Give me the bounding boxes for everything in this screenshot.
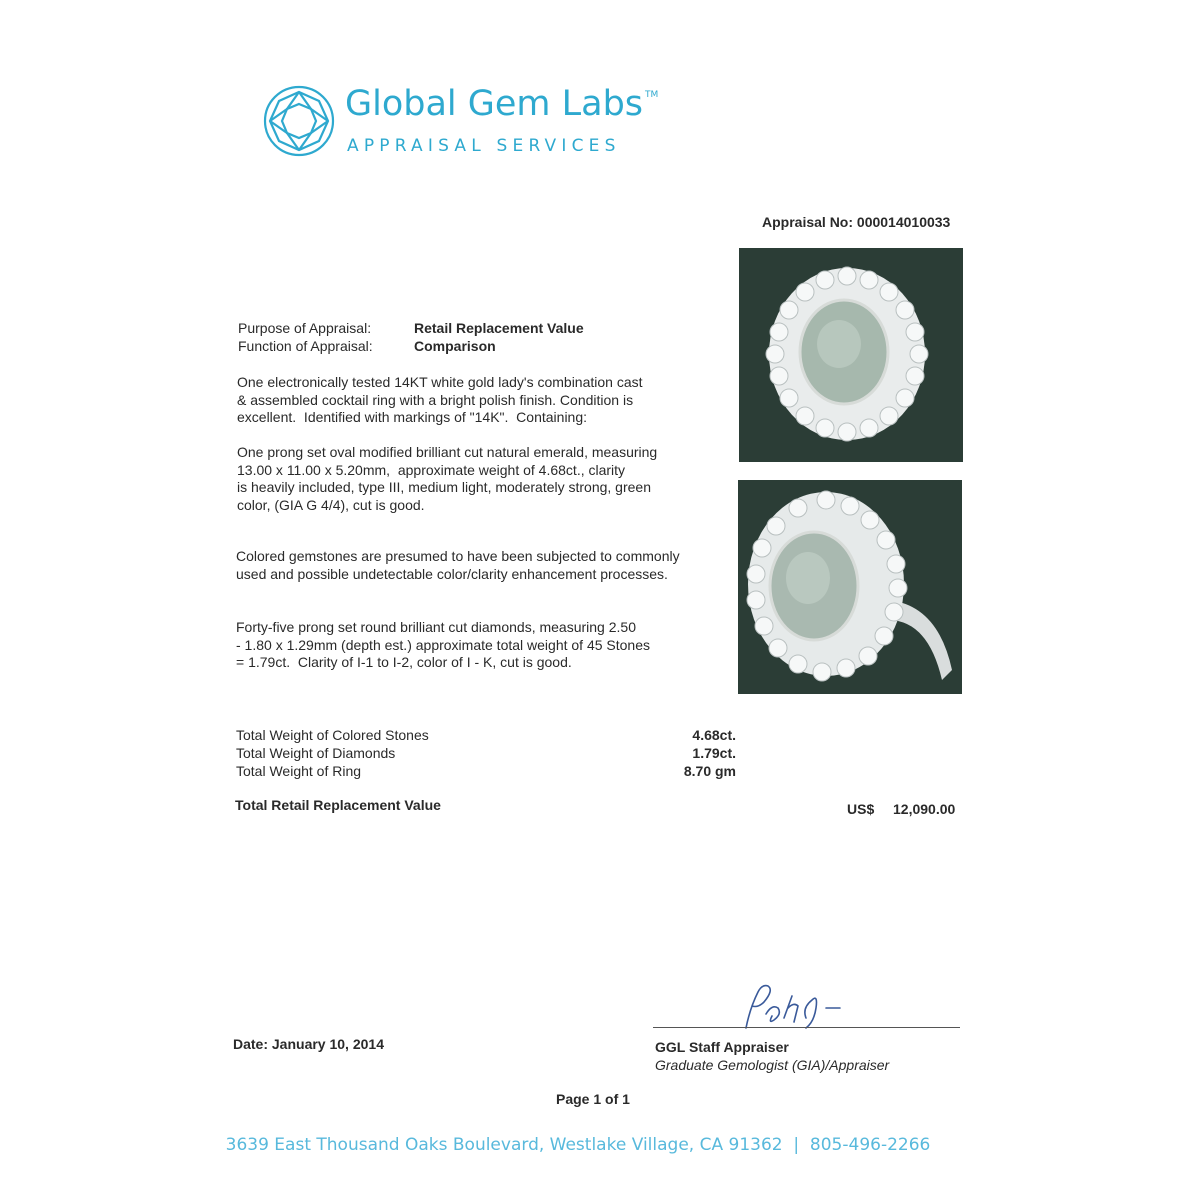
text-line: color, (GIA G 4/4), cut is good. (237, 496, 425, 513)
trademark-mark: TM (645, 90, 659, 100)
appraiser-title: Graduate Gemologist (GIA)/Appraiser (655, 1057, 890, 1073)
function-label: Function of Appraisal: (238, 337, 373, 354)
text-line: is heavily included, type III, medium light, moderately strong, green (237, 479, 651, 495)
grand-total-label: Total Retail Replacement Value (235, 797, 441, 813)
footer-address: 3639 East Thousand Oaks Boulevard, Westlake Village, CA 91362 | 805-496-2266 (225, 1135, 931, 1155)
company-name (345, 84, 658, 124)
enhancement-disclaimer (236, 548, 680, 583)
total-label: Total Weight of Diamonds (236, 745, 396, 761)
function-row (238, 338, 584, 356)
text-line: Colored gemstones are presumed to have been subjected to commonly (236, 548, 680, 564)
total-label: Total Weight of Ring (236, 763, 362, 779)
logo-gem-icon (262, 84, 336, 158)
appraisal-number: Appraisal No: 000014010033 (762, 214, 951, 230)
diamond-description (236, 619, 650, 672)
total-value: 8.70 gm (683, 763, 736, 779)
ring-top-view-image (739, 248, 963, 462)
appraiser-name: GGL Staff Appraiser (655, 1039, 789, 1055)
appraiser-signature (728, 978, 858, 1034)
purpose-row (238, 320, 584, 338)
text-line: One prong set oval modified brilliant cut natural emerald, measuring (237, 444, 658, 460)
grand-total-currency: US$ (847, 801, 875, 817)
text-line: excellent. Identified with markings of "14K". Containing: (237, 409, 588, 425)
text-line: = 1.79ct. Clarity of I-1 to I-2, color of I - K, cut is good. (236, 654, 572, 670)
appraisal-date: Date: January 10, 2014 (233, 1036, 384, 1052)
text-line: Forty-five prong set round brilliant cut diamonds, measuring 2.50 (236, 619, 636, 635)
text-line: - 1.80 x 1.29mm (depth est.) approximate total weight of 45 Stones (236, 636, 650, 653)
grand-total-amount: 12,090.00 (893, 801, 956, 817)
ring-side-view-image (738, 480, 962, 694)
function-value: Comparison (414, 337, 496, 354)
total-row (236, 745, 736, 763)
text-line: & assembled cocktail ring with a bright polish finish. Condition is (237, 391, 634, 408)
signature-line (653, 1027, 960, 1028)
total-row (236, 763, 736, 781)
purpose-section (238, 320, 584, 355)
total-value: 4.68ct. (692, 727, 736, 743)
ring-photo-side (738, 480, 962, 694)
total-row (236, 727, 736, 745)
text-line: 13.00 x 11.00 x 5.20mm, approximate weight of 4.68ct., clarity (237, 461, 626, 478)
text-line: used and possible undetectable color/clarity enhancement processes. (236, 565, 668, 582)
total-value: 1.79ct. (692, 745, 736, 761)
ring-photo-top (739, 248, 963, 462)
total-label: Total Weight of Colored Stones (236, 727, 429, 743)
company-name-text: Global Gem Labs (345, 84, 644, 124)
emerald-description (237, 444, 657, 514)
purpose-value: Retail Replacement Value (414, 320, 584, 336)
purpose-label: Purpose of Appraisal: (238, 320, 372, 336)
text-line: One electronically tested 14KT white gold lady's combination cast (237, 374, 643, 390)
page-number: Page 1 of 1 (556, 1091, 630, 1107)
company-tagline: APPRAISAL SERVICES (347, 136, 621, 156)
ring-description (237, 374, 643, 427)
weight-totals (236, 727, 736, 781)
